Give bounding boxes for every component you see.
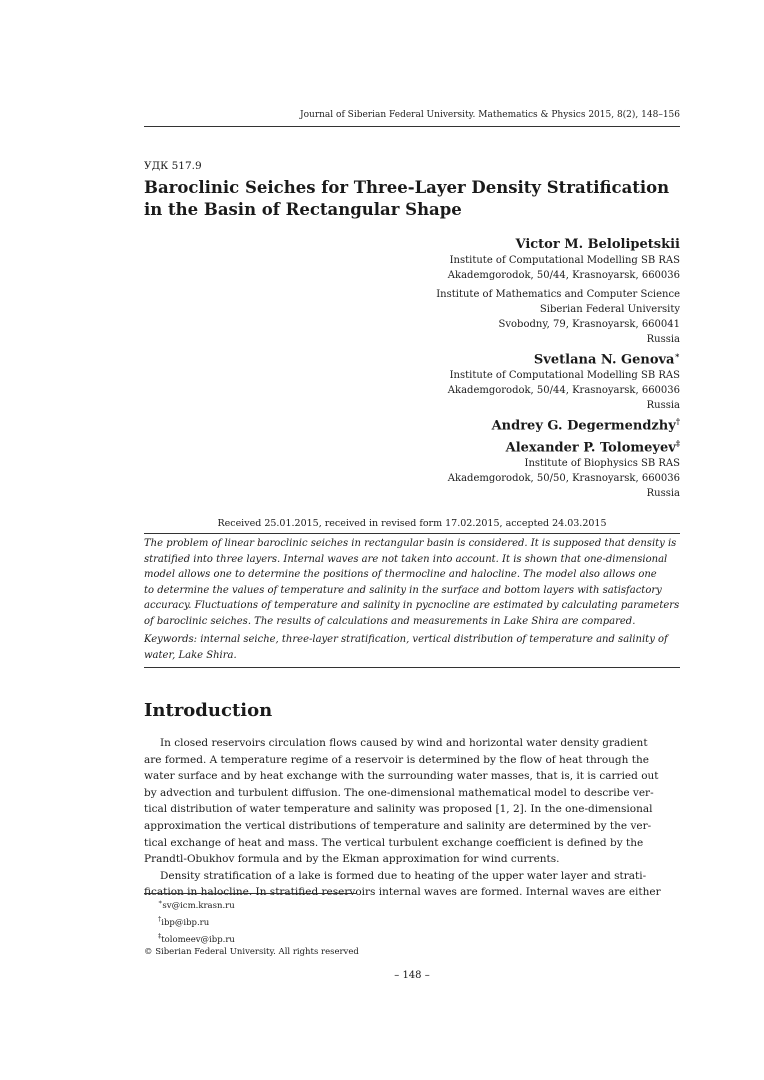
footnote: ∗sv@icm.krasn.ru: [158, 898, 235, 911]
body-line: by advection and turbulent diffusion. The one-dimensional mathematical model to describe ver-: [144, 786, 654, 799]
footnote-email: ibp@ibp.ru: [161, 917, 210, 928]
abstract-line: to determine the values of temperature and salinity in the surface and bottom layers with satisfactory: [144, 584, 662, 596]
body-text: [144, 735, 680, 901]
affiliation-line: Institute of Mathematics and Computer Science: [436, 289, 680, 300]
running-head: Journal of Siberian Federal University. Mathematics & Physics 2015, 8(2), 148–156: [300, 110, 680, 120]
abstract-line: The problem of linear baroclinic seiches in rectangular basin is considered. It is supposed that density is: [144, 538, 677, 549]
affiliation-line: Akademgorodok, 50/44, Krasnoyarsk, 660036: [447, 270, 680, 281]
affiliation-line: Akademgorodok, 50/44, Krasnoyarsk, 660036: [447, 385, 680, 397]
udc-code: УДК 517.9: [144, 160, 202, 172]
body-line: approximation the vertical distributions of temperature and salinity are determined by the ver-: [144, 819, 652, 832]
footnote-mark: ∗: [674, 350, 680, 360]
affiliation-country: Russia: [646, 487, 680, 499]
title-line: in the Basin of Rectangular Shape: [144, 200, 462, 219]
author-block: [380, 236, 680, 501]
abstract-line: model allows one to determine the positions of thermocline and halocline. The model also allows one: [144, 569, 657, 580]
abstract-rule-bottom: [144, 667, 680, 668]
affiliation-line: Akademgorodok, 50/50, Krasnoyarsk, 660036: [447, 472, 680, 484]
header-rule: [144, 126, 680, 127]
affiliation-line: Institute of Computational Modelling SB RAS: [449, 370, 680, 382]
body-line: Prandtl-Obukhov formula and by the Ekman approximation for wind currents.: [144, 853, 560, 866]
body-line: In closed reservoirs circulation flows caused by wind and horizontal water density gradient: [160, 737, 648, 749]
footnote: ‡tolomeev@ibp.ru: [158, 931, 235, 945]
footnote-mark: †: [675, 416, 680, 427]
body-line: tical distribution of water temperature and salinity was proposed [1, 2]. In the one-dimensional: [144, 803, 653, 816]
affiliation-country: Russia: [646, 400, 680, 412]
keywords-line: water, Lake Shira.: [144, 649, 237, 661]
section-title: Introduction: [144, 700, 273, 721]
body-line: fication in halocline. In stratified reservoirs internal waves are formed. Internal waves are either: [144, 886, 661, 899]
footnote-mark: ‡: [675, 437, 680, 448]
affiliation-country: Russia: [646, 334, 680, 345]
page-number: – 148 –: [394, 970, 430, 981]
abstract-line: stratified into three layers. Internal waves are not taken into account. It is shown that one-dimensional: [144, 553, 668, 565]
body-line: are formed. A temperature regime of a reservoir is determined by the flow of heat through the: [144, 753, 649, 766]
footnote-email: tolomeev@ibp.ru: [161, 934, 235, 945]
affiliation-line: Svobodny, 79, Krasnoyarsk, 660041: [498, 319, 680, 330]
paper-title: [144, 177, 680, 221]
author-name: Alexander P. Tolomeyev‡: [505, 437, 680, 455]
author-name: Victor M. Belolipetskii: [515, 237, 680, 252]
keywords: [144, 632, 680, 663]
affiliation-line: Institute of Biophysics SB RAS: [524, 457, 680, 469]
body-line: Density stratification of a lake is formed due to heating of the upper water layer and strati-: [160, 869, 647, 882]
footnotes: [144, 896, 359, 959]
body-line: tical exchange of heat and mass. The vertical turbulent exchange coefficient is defined by the: [144, 836, 644, 849]
abstract-line: of baroclinic seiches. The results of calculations and measurements in Lake Shira are compared.: [144, 615, 636, 627]
author-name: Andrey G. Degermendzhy†: [491, 416, 680, 434]
author-name: Svetlana N. Genova∗: [533, 350, 680, 368]
body-line: water surface and by heat exchange with the surrounding water masses, that is, it is carried out: [144, 770, 659, 783]
title-line: Baroclinic Seiches for Three-Layer Density Stratification: [144, 178, 670, 197]
keywords-line: Keywords: internal seiche, three-layer stratification, vertical distribution of temperature and salinity of: [144, 634, 668, 645]
footnote: †ibp@ibp.ru: [158, 914, 210, 928]
affiliation-line: Institute of Computational Modelling SB RAS: [449, 255, 680, 266]
affiliation-line: Siberian Federal University: [539, 304, 680, 315]
abstract-line: accuracy. Fluctuations of temperature and salinity in pycnocline are estimated by calculating parameters: [144, 600, 680, 611]
abstract: [144, 536, 680, 629]
footnote-rule: [144, 893, 356, 894]
received-dates: Received 25.01.2015, received in revised form 17.02.2015, accepted 24.03.2015: [217, 518, 607, 529]
copyright-notice: © Siberian Federal University. All rights reserved: [144, 947, 359, 958]
abstract-rule-top: [144, 533, 680, 534]
footnote-email: sv@icm.krasn.ru: [162, 900, 235, 911]
